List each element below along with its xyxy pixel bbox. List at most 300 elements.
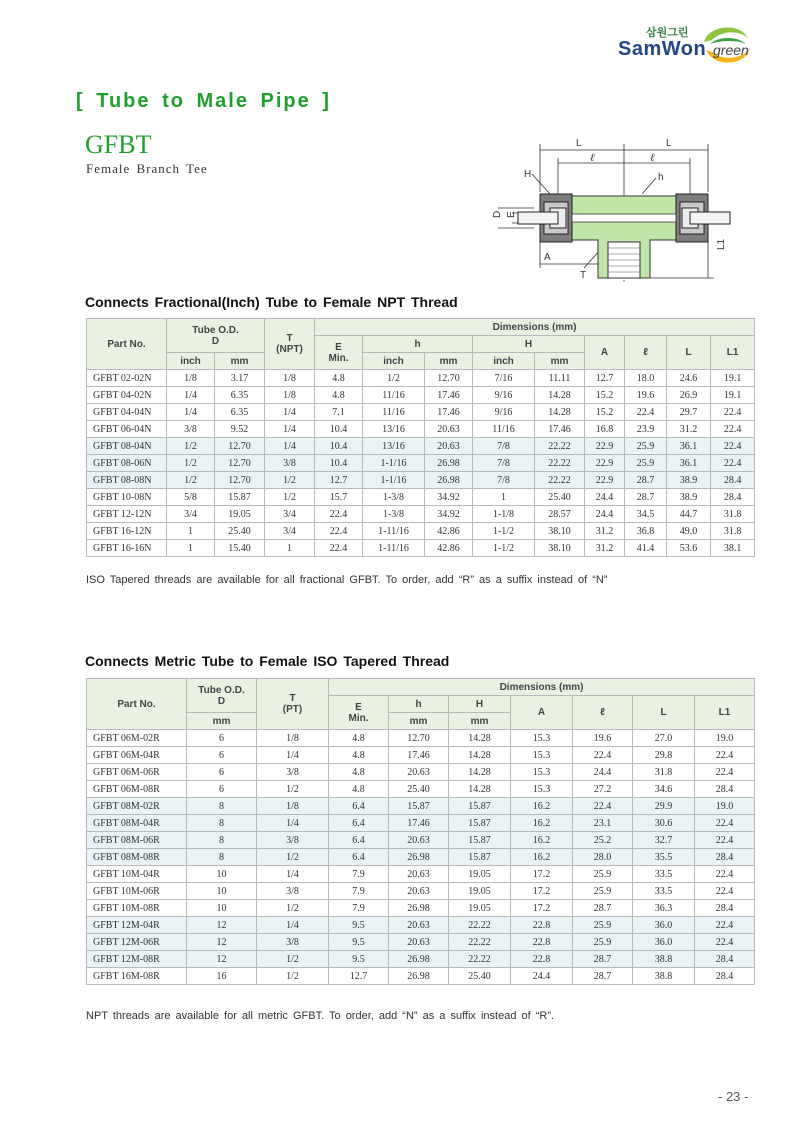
value-cell: 19.05 xyxy=(449,900,511,917)
value-cell: 34.5 xyxy=(625,506,667,523)
value-cell: 4.8 xyxy=(329,764,389,781)
value-cell: 19.05 xyxy=(449,866,511,883)
value-cell: 20.63 xyxy=(389,917,449,934)
value-cell: 22.4 xyxy=(695,764,755,781)
value-cell: 24.6 xyxy=(667,370,711,387)
dim-label-H: H xyxy=(524,169,532,180)
part-number-cell: GFBT 10M-04R xyxy=(87,866,187,883)
th2-dimensions: Dimensions (mm) xyxy=(329,679,755,696)
value-cell: 25.9 xyxy=(573,934,633,951)
value-cell: 1/2 xyxy=(167,455,215,472)
value-cell: 44.7 xyxy=(667,506,711,523)
value-cell: 11/16 xyxy=(363,404,425,421)
table2-body xyxy=(87,730,755,985)
th-h-mm: mm xyxy=(425,353,473,370)
value-cell: 29.9 xyxy=(633,798,695,815)
value-cell: 15.3 xyxy=(511,730,573,747)
value-cell: 6.4 xyxy=(329,832,389,849)
value-cell: 22.4 xyxy=(625,404,667,421)
table-row xyxy=(87,832,755,849)
th2-h-small: h xyxy=(389,696,449,713)
fractional-spec-table xyxy=(86,318,755,557)
value-cell: 3/8 xyxy=(265,455,315,472)
dim-label-T: T xyxy=(580,270,587,281)
value-cell: 34.6 xyxy=(633,781,695,798)
value-cell: 17.46 xyxy=(425,387,473,404)
value-cell: 1/2 xyxy=(363,370,425,387)
value-cell: 1/4 xyxy=(167,387,215,404)
value-cell: 13/16 xyxy=(363,421,425,438)
value-cell: 6 xyxy=(187,747,257,764)
th2-l: L xyxy=(633,696,695,730)
value-cell: 7.9 xyxy=(329,866,389,883)
th-npt-label: (NPT) xyxy=(276,344,303,355)
table-row xyxy=(87,900,755,917)
value-cell: 22.4 xyxy=(711,455,755,472)
value-cell: 42.86 xyxy=(425,523,473,540)
th2-d-mm: mm xyxy=(187,713,257,730)
value-cell: 16 xyxy=(187,968,257,985)
part-number-cell: GFBT 12-12N xyxy=(87,506,167,523)
value-cell: 14.28 xyxy=(449,730,511,747)
value-cell: 3/8 xyxy=(257,883,329,900)
value-cell: 8 xyxy=(187,849,257,866)
value-cell: 38.10 xyxy=(535,523,585,540)
value-cell: 36.1 xyxy=(667,438,711,455)
value-cell: 14.28 xyxy=(535,404,585,421)
value-cell: 28.7 xyxy=(573,900,633,917)
value-cell: 9/16 xyxy=(473,404,535,421)
value-cell: 10.4 xyxy=(315,455,363,472)
value-cell: 26.98 xyxy=(389,968,449,985)
value-cell: 1/4 xyxy=(257,866,329,883)
value-cell: 15.87 xyxy=(215,489,265,506)
dim-label-h: h xyxy=(658,172,664,183)
value-cell: 19.6 xyxy=(573,730,633,747)
value-cell: 25.40 xyxy=(449,968,511,985)
table1-body xyxy=(87,370,755,557)
value-cell: 28.4 xyxy=(695,900,755,917)
table-row xyxy=(87,764,755,781)
value-cell: 1-1/2 xyxy=(473,540,535,557)
part-number-cell: GFBT 12M-08R xyxy=(87,951,187,968)
value-cell: 38.1 xyxy=(711,540,755,557)
th-min-label: Min. xyxy=(328,352,349,364)
value-cell: 33.5 xyxy=(633,866,695,883)
value-cell: 15.3 xyxy=(511,764,573,781)
value-cell: 20.63 xyxy=(389,866,449,883)
table-row xyxy=(87,523,755,540)
value-cell: 36.1 xyxy=(667,455,711,472)
value-cell: 3/8 xyxy=(257,764,329,781)
th-t xyxy=(265,319,315,370)
part-number-cell: GFBT 08-08N xyxy=(87,472,167,489)
value-cell: 7.9 xyxy=(329,900,389,917)
value-cell: 7.9 xyxy=(329,883,389,900)
value-cell: 22.22 xyxy=(535,455,585,472)
value-cell: 34.92 xyxy=(425,489,473,506)
value-cell: 26.98 xyxy=(389,849,449,866)
part-number-cell: GFBT 06M-04R xyxy=(87,747,187,764)
value-cell: 53.6 xyxy=(667,540,711,557)
table-row xyxy=(87,489,755,506)
value-cell: 9.5 xyxy=(329,951,389,968)
value-cell: 28.7 xyxy=(625,472,667,489)
th-l: L xyxy=(667,336,711,370)
value-cell: 22.4 xyxy=(315,523,363,540)
th-part-no: Part No. xyxy=(87,319,167,370)
dim-label-ell-right: ℓ xyxy=(650,152,655,164)
th-d-label: D xyxy=(211,335,220,347)
value-cell: 22.22 xyxy=(449,934,511,951)
value-cell: 22.4 xyxy=(695,883,755,900)
table-row xyxy=(87,404,755,421)
value-cell: 25.9 xyxy=(625,438,667,455)
value-cell: 3/4 xyxy=(265,506,315,523)
metric-spec-table xyxy=(86,678,755,985)
value-cell: 1 xyxy=(167,540,215,557)
value-cell: 36.8 xyxy=(625,523,667,540)
value-cell: 1/8 xyxy=(257,730,329,747)
section-title: [ Tube to Male Pipe ] xyxy=(76,90,331,112)
value-cell: 15.3 xyxy=(511,781,573,798)
table-row xyxy=(87,540,755,557)
th-H-mm: mm xyxy=(535,353,585,370)
value-cell: 20.63 xyxy=(389,832,449,849)
value-cell: 26.9 xyxy=(667,387,711,404)
th2-part-no: Part No. xyxy=(87,679,187,730)
value-cell: 36.0 xyxy=(633,917,695,934)
value-cell: 17.46 xyxy=(389,815,449,832)
value-cell: 24.4 xyxy=(585,489,625,506)
value-cell: 19.05 xyxy=(215,506,265,523)
th2-H-mm: mm xyxy=(449,713,511,730)
value-cell: 3/8 xyxy=(257,934,329,951)
value-cell: 17.46 xyxy=(389,747,449,764)
value-cell: 16.2 xyxy=(511,815,573,832)
dim-label-A: A xyxy=(544,252,551,263)
part-number-cell: GFBT 08M-08R xyxy=(87,849,187,866)
value-cell: 6.35 xyxy=(215,387,265,404)
value-cell: 22.22 xyxy=(449,951,511,968)
value-cell: 12.70 xyxy=(389,730,449,747)
value-cell: 1-1/16 xyxy=(363,455,425,472)
value-cell: 22.4 xyxy=(573,747,633,764)
value-cell: 35.5 xyxy=(633,849,695,866)
value-cell: 1-11/16 xyxy=(363,523,425,540)
value-cell: 14.28 xyxy=(449,781,511,798)
value-cell: 1/4 xyxy=(257,917,329,934)
value-cell: 49.0 xyxy=(667,523,711,540)
value-cell: 6.4 xyxy=(329,849,389,866)
table-row xyxy=(87,455,755,472)
value-cell: 22.22 xyxy=(535,438,585,455)
value-cell: 10 xyxy=(187,866,257,883)
value-cell: 36.0 xyxy=(633,934,695,951)
value-cell: 14.28 xyxy=(449,764,511,781)
value-cell: 7/8 xyxy=(473,438,535,455)
value-cell: 31.2 xyxy=(585,523,625,540)
value-cell: 4.8 xyxy=(329,730,389,747)
value-cell: 16.2 xyxy=(511,798,573,815)
value-cell: 15.87 xyxy=(449,798,511,815)
value-cell: 22.4 xyxy=(711,404,755,421)
table-row xyxy=(87,506,755,523)
value-cell: 15.2 xyxy=(585,404,625,421)
value-cell: 10 xyxy=(187,883,257,900)
value-cell: 8 xyxy=(187,815,257,832)
value-cell: 6.4 xyxy=(329,815,389,832)
th-h-inch: inch xyxy=(363,353,425,370)
value-cell: 38.9 xyxy=(667,472,711,489)
value-cell: 6 xyxy=(187,730,257,747)
value-cell: 18.0 xyxy=(625,370,667,387)
brand-logo xyxy=(618,22,768,70)
value-cell: 25.9 xyxy=(573,883,633,900)
value-cell: 22.9 xyxy=(585,438,625,455)
value-cell: 6 xyxy=(187,781,257,798)
value-cell: 28.4 xyxy=(695,781,755,798)
table-row xyxy=(87,866,755,883)
value-cell: 9.5 xyxy=(329,934,389,951)
table-row xyxy=(87,387,755,404)
part-number-cell: GFBT 08-06N xyxy=(87,455,167,472)
value-cell: 38.8 xyxy=(633,951,695,968)
th-tube-od-label: Tube O.D. xyxy=(192,324,239,336)
value-cell: 25.2 xyxy=(573,832,633,849)
value-cell: 1/4 xyxy=(257,747,329,764)
value-cell: 25.9 xyxy=(573,866,633,883)
logo-korean-text: 삼원그린 xyxy=(646,26,689,39)
value-cell: 42.86 xyxy=(425,540,473,557)
th-h-big: H xyxy=(473,336,585,353)
th-t-label: T xyxy=(286,333,293,344)
th-d-mm: mm xyxy=(215,353,265,370)
th-ell: ℓ xyxy=(625,336,667,370)
value-cell: 1/4 xyxy=(167,404,215,421)
table-row xyxy=(87,370,755,387)
value-cell: 4.8 xyxy=(315,387,363,404)
value-cell: 26.98 xyxy=(389,951,449,968)
value-cell: 22.8 xyxy=(511,917,573,934)
value-cell: 9/16 xyxy=(473,387,535,404)
value-cell: 22.22 xyxy=(535,472,585,489)
part-number-cell: GFBT 08M-02R xyxy=(87,798,187,815)
th2-d-label: D xyxy=(217,695,226,707)
value-cell: 15.2 xyxy=(585,387,625,404)
value-cell: 12.70 xyxy=(425,370,473,387)
table-row xyxy=(87,438,755,455)
value-cell: 9.52 xyxy=(215,421,265,438)
value-cell: 12.7 xyxy=(315,472,363,489)
value-cell: 12 xyxy=(187,917,257,934)
value-cell: 19.0 xyxy=(695,798,755,815)
value-cell: 4.8 xyxy=(315,370,363,387)
value-cell: 9.5 xyxy=(329,917,389,934)
part-number-cell: GFBT 06-04N xyxy=(87,421,167,438)
value-cell: 15.87 xyxy=(449,832,511,849)
value-cell: 19.05 xyxy=(449,883,511,900)
value-cell: 22.4 xyxy=(711,421,755,438)
th-l1: L1 xyxy=(711,336,755,370)
value-cell: 19.1 xyxy=(711,387,755,404)
value-cell: 31.2 xyxy=(667,421,711,438)
value-cell: 22.4 xyxy=(315,540,363,557)
value-cell: 12.7 xyxy=(585,370,625,387)
value-cell: 26.98 xyxy=(389,900,449,917)
part-number-cell: GFBT 16M-08R xyxy=(87,968,187,985)
value-cell: 1/2 xyxy=(167,472,215,489)
value-cell: 22.4 xyxy=(695,747,755,764)
value-cell: 12 xyxy=(187,934,257,951)
value-cell: 26.98 xyxy=(425,455,473,472)
value-cell: 22.4 xyxy=(695,815,755,832)
value-cell: 1-11/16 xyxy=(363,540,425,557)
th-H-inch: inch xyxy=(473,353,535,370)
value-cell: 31.8 xyxy=(711,506,755,523)
value-cell: 11/16 xyxy=(363,387,425,404)
value-cell: 4.8 xyxy=(329,747,389,764)
value-cell: 10.4 xyxy=(315,438,363,455)
part-number-cell: GFBT 06M-08R xyxy=(87,781,187,798)
value-cell: 6.35 xyxy=(215,404,265,421)
value-cell: 22.4 xyxy=(315,506,363,523)
value-cell: 1/8 xyxy=(257,798,329,815)
value-cell: 1 xyxy=(265,540,315,557)
value-cell: 4.8 xyxy=(329,781,389,798)
value-cell: 25.9 xyxy=(573,917,633,934)
dim-label-l-right: L xyxy=(666,138,672,149)
value-cell: 20.63 xyxy=(389,883,449,900)
value-cell: 22.8 xyxy=(511,951,573,968)
table-row xyxy=(87,421,755,438)
value-cell: 22.4 xyxy=(695,866,755,883)
page-number: - 23 - xyxy=(718,1089,749,1104)
value-cell: 26.98 xyxy=(425,472,473,489)
part-number-cell: GFBT 04-02N xyxy=(87,387,167,404)
value-cell: 1/2 xyxy=(257,900,329,917)
value-cell: 1/8 xyxy=(167,370,215,387)
value-cell: 28.7 xyxy=(625,489,667,506)
value-cell: 15.7 xyxy=(315,489,363,506)
value-cell: 1 xyxy=(473,489,535,506)
value-cell: 28.0 xyxy=(573,849,633,866)
dim-label-D: D xyxy=(492,210,503,218)
part-number-cell: GFBT 10M-06R xyxy=(87,883,187,900)
value-cell: 6 xyxy=(187,764,257,781)
value-cell: 16.8 xyxy=(585,421,625,438)
part-number-cell: GFBT 16-16N xyxy=(87,540,167,557)
value-cell: 1/2 xyxy=(257,968,329,985)
th2-ell: ℓ xyxy=(573,696,633,730)
dim-label-E: E xyxy=(506,211,517,218)
value-cell: 17.2 xyxy=(511,900,573,917)
product-name: Female Branch Tee xyxy=(86,161,208,176)
value-cell: 1/2 xyxy=(257,849,329,866)
value-cell: 34.92 xyxy=(425,506,473,523)
value-cell: 22.4 xyxy=(695,832,755,849)
value-cell: 1/8 xyxy=(265,370,315,387)
value-cell: 22.4 xyxy=(711,438,755,455)
value-cell: 31.8 xyxy=(633,764,695,781)
value-cell: 28.4 xyxy=(695,968,755,985)
value-cell: 12.7 xyxy=(329,968,389,985)
table2-note: NPT threads are available for all metric GFBT. To order, add “N” as a suffix instead of “R”. xyxy=(86,1010,555,1022)
value-cell: 3/4 xyxy=(265,523,315,540)
table1-heading: Connects Fractional(Inch) Tube to Female NPT Thread xyxy=(85,294,458,310)
value-cell: 17.46 xyxy=(535,421,585,438)
value-cell: 20.63 xyxy=(425,438,473,455)
value-cell: 28.4 xyxy=(711,472,755,489)
value-cell: 1/4 xyxy=(265,421,315,438)
value-cell: 20.63 xyxy=(389,934,449,951)
part-number-cell: GFBT 10-08N xyxy=(87,489,167,506)
table-row xyxy=(87,815,755,832)
dim-label-l-left: L xyxy=(576,138,582,149)
part-number-cell: GFBT 08M-06R xyxy=(87,832,187,849)
value-cell: 15.87 xyxy=(389,798,449,815)
th2-l1: L1 xyxy=(695,696,755,730)
th2-tube-od xyxy=(187,679,257,713)
part-number-cell: GFBT 16-12N xyxy=(87,523,167,540)
value-cell: 7/8 xyxy=(473,455,535,472)
value-cell: 3/8 xyxy=(167,421,215,438)
value-cell: 1-1/16 xyxy=(363,472,425,489)
value-cell: 36.3 xyxy=(633,900,695,917)
value-cell: 28.4 xyxy=(711,489,755,506)
value-cell: 23.9 xyxy=(625,421,667,438)
table-row xyxy=(87,849,755,866)
value-cell: 7/8 xyxy=(473,472,535,489)
table-row xyxy=(87,917,755,934)
value-cell: 14.28 xyxy=(449,747,511,764)
value-cell: 41.4 xyxy=(625,540,667,557)
logo-suffix-text: green xyxy=(713,42,749,58)
table-row xyxy=(87,781,755,798)
th2-t-label: T xyxy=(289,693,296,704)
th2-e xyxy=(329,696,389,730)
value-cell: 19.0 xyxy=(695,730,755,747)
value-cell: 24.4 xyxy=(511,968,573,985)
fitting-drawing xyxy=(478,130,738,285)
table2-heading: Connects Metric Tube to Female ISO Tapered Thread xyxy=(85,653,450,669)
value-cell: 1-3/8 xyxy=(363,489,425,506)
value-cell: 22.9 xyxy=(585,455,625,472)
value-cell: 10.4 xyxy=(315,421,363,438)
part-number-cell: GFBT 06M-02R xyxy=(87,730,187,747)
th2-pt-label: (PT) xyxy=(282,704,303,715)
value-cell: 19.1 xyxy=(711,370,755,387)
value-cell: 3.17 xyxy=(215,370,265,387)
value-cell: 25.40 xyxy=(389,781,449,798)
th2-tube-od-label: Tube O.D. xyxy=(198,684,245,696)
value-cell: 25.9 xyxy=(625,455,667,472)
value-cell: 22.4 xyxy=(695,934,755,951)
value-cell: 14.28 xyxy=(535,387,585,404)
value-cell: 1-1/2 xyxy=(473,523,535,540)
value-cell: 1/2 xyxy=(265,489,315,506)
value-cell: 8 xyxy=(187,798,257,815)
value-cell: 13/16 xyxy=(363,438,425,455)
value-cell: 1 xyxy=(167,523,215,540)
value-cell: 22.4 xyxy=(573,798,633,815)
value-cell: 22.4 xyxy=(695,917,755,934)
part-number-cell: GFBT 12M-06R xyxy=(87,934,187,951)
value-cell: 32.7 xyxy=(633,832,695,849)
th2-min-label: Min. xyxy=(348,712,369,724)
value-cell: 16.2 xyxy=(511,832,573,849)
value-cell: 12.70 xyxy=(215,472,265,489)
